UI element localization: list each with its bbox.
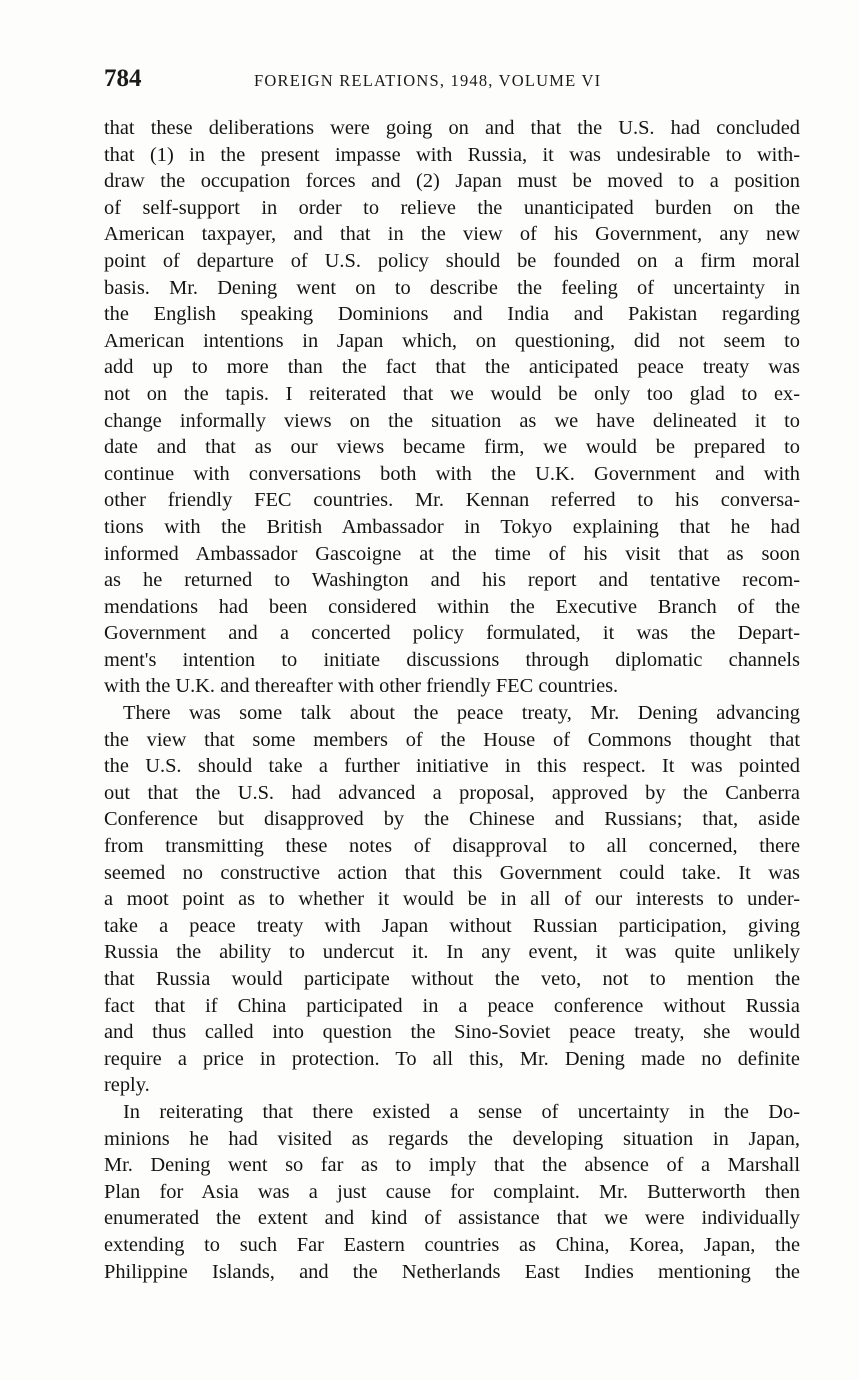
text-line: informed Ambassador Gascoigne at the time of his visit that as soon xyxy=(104,542,800,565)
text-line: ment's intention to initiate discussions through diplomatic channels xyxy=(104,648,800,671)
text-line: with the U.K. and thereafter with other friendly FEC countries. xyxy=(104,675,619,698)
text-line: continue with conversations both with the U.K. Government and with xyxy=(104,462,800,485)
text-line: There was some talk about the peace treaty, Mr. Dening advancing xyxy=(123,702,800,725)
text-line: and thus called into question the Sino-Soviet peace treaty, she would xyxy=(104,1021,800,1044)
text-line: Philippine Islands, and the Netherlands East Indies mentioning the xyxy=(104,1260,800,1283)
text-line: that (1) in the present impasse with Russia, it was undesirable to with- xyxy=(104,143,800,166)
text-line: not on the tapis. I reiterated that we would be only too glad to ex- xyxy=(104,382,800,405)
text-line: take a peace treaty with Japan without Russian participation, giving xyxy=(104,914,800,937)
text-line: Plan for Asia was a just cause for complaint. Mr. Butterworth then xyxy=(104,1180,800,1203)
text-line: mendations had been considered within the Executive Branch of the xyxy=(104,595,800,618)
text-line: enumerated the extent and kind of assistance that we were individually xyxy=(104,1207,800,1230)
text-line: other friendly FEC countries. Mr. Kennan referred to his conversa- xyxy=(104,489,800,512)
text-line: a moot point as to whether it would be in all of our interests to under- xyxy=(104,888,800,911)
text-line: add up to more than the fact that the anticipated peace treaty was xyxy=(104,356,800,379)
text-line: Conference but disapproved by the Chinese and Russians; that, aside xyxy=(104,808,800,831)
running-head: FOREIGN RELATIONS, 1948, VOLUME VI xyxy=(254,71,602,90)
text-line: change informally views on the situation as we have delineated it to xyxy=(104,409,800,432)
text-line: American taxpayer, and that in the view of his Government, any new xyxy=(104,223,800,246)
text-line: from transmitting these notes of disapproval to all concerned, there xyxy=(104,835,800,858)
text-line: out that the U.S. had advanced a proposal, approved by the Canberra xyxy=(104,781,800,804)
text-line: seemed no constructive action that this Government could take. It was xyxy=(104,861,800,884)
text-line: as he returned to Washington and his report and tentative recom- xyxy=(104,569,800,592)
text-line: In reiterating that there existed a sense of uncertainty in the Do- xyxy=(123,1100,800,1123)
text-line: extending to such Far Eastern countries as China, Korea, Japan, the xyxy=(104,1233,800,1256)
text-line: of self-support in order to relieve the unanticipated burden on the xyxy=(104,196,800,219)
text-line: date and that as our views became firm, we would be prepared to xyxy=(104,436,800,459)
page-header xyxy=(104,64,804,96)
text-line: Government and a concerted policy formulated, it was the Depart- xyxy=(104,622,800,645)
text-line: reply. xyxy=(104,1074,150,1097)
text-line: draw the occupation forces and (2) Japan must be moved to a position xyxy=(104,170,800,193)
page-number: 784 xyxy=(104,65,142,92)
body-text xyxy=(104,115,800,1285)
text-line: American intentions in Japan which, on questioning, did not seem to xyxy=(104,329,800,352)
paragraph-2 xyxy=(104,700,800,1099)
text-line: basis. Mr. Dening went on to describe the feeling of uncertainty in xyxy=(104,276,800,299)
text-line: the U.S. should take a further initiative in this respect. It was pointed xyxy=(104,755,800,778)
paragraph-1 xyxy=(104,115,800,700)
text-line: point of departure of U.S. policy should be founded on a firm moral xyxy=(104,249,800,272)
text-line: require a price in protection. To all this, Mr. Dening made no definite xyxy=(104,1047,800,1070)
text-line: Mr. Dening went so far as to imply that the absence of a Marshall xyxy=(104,1154,800,1177)
text-line: Russia the ability to undercut it. In any event, it was quite unlikely xyxy=(104,941,800,964)
text-line: the view that some members of the House of Commons thought that xyxy=(104,728,800,751)
text-line: tions with the British Ambassador in Tokyo explaining that he had xyxy=(104,515,800,538)
text-line: that Russia would participate without the veto, not to mention the xyxy=(104,968,800,990)
text-line: the English speaking Dominions and India and Pakistan regarding xyxy=(104,303,800,326)
text-line: minions he had visited as regards the developing situation in Japan, xyxy=(104,1127,800,1150)
paragraph-3 xyxy=(104,1099,800,1285)
text-line: that these deliberations were going on and that the U.S. had concluded xyxy=(104,117,800,139)
text-line: fact that if China participated in a peace conference without Russia xyxy=(104,994,800,1017)
